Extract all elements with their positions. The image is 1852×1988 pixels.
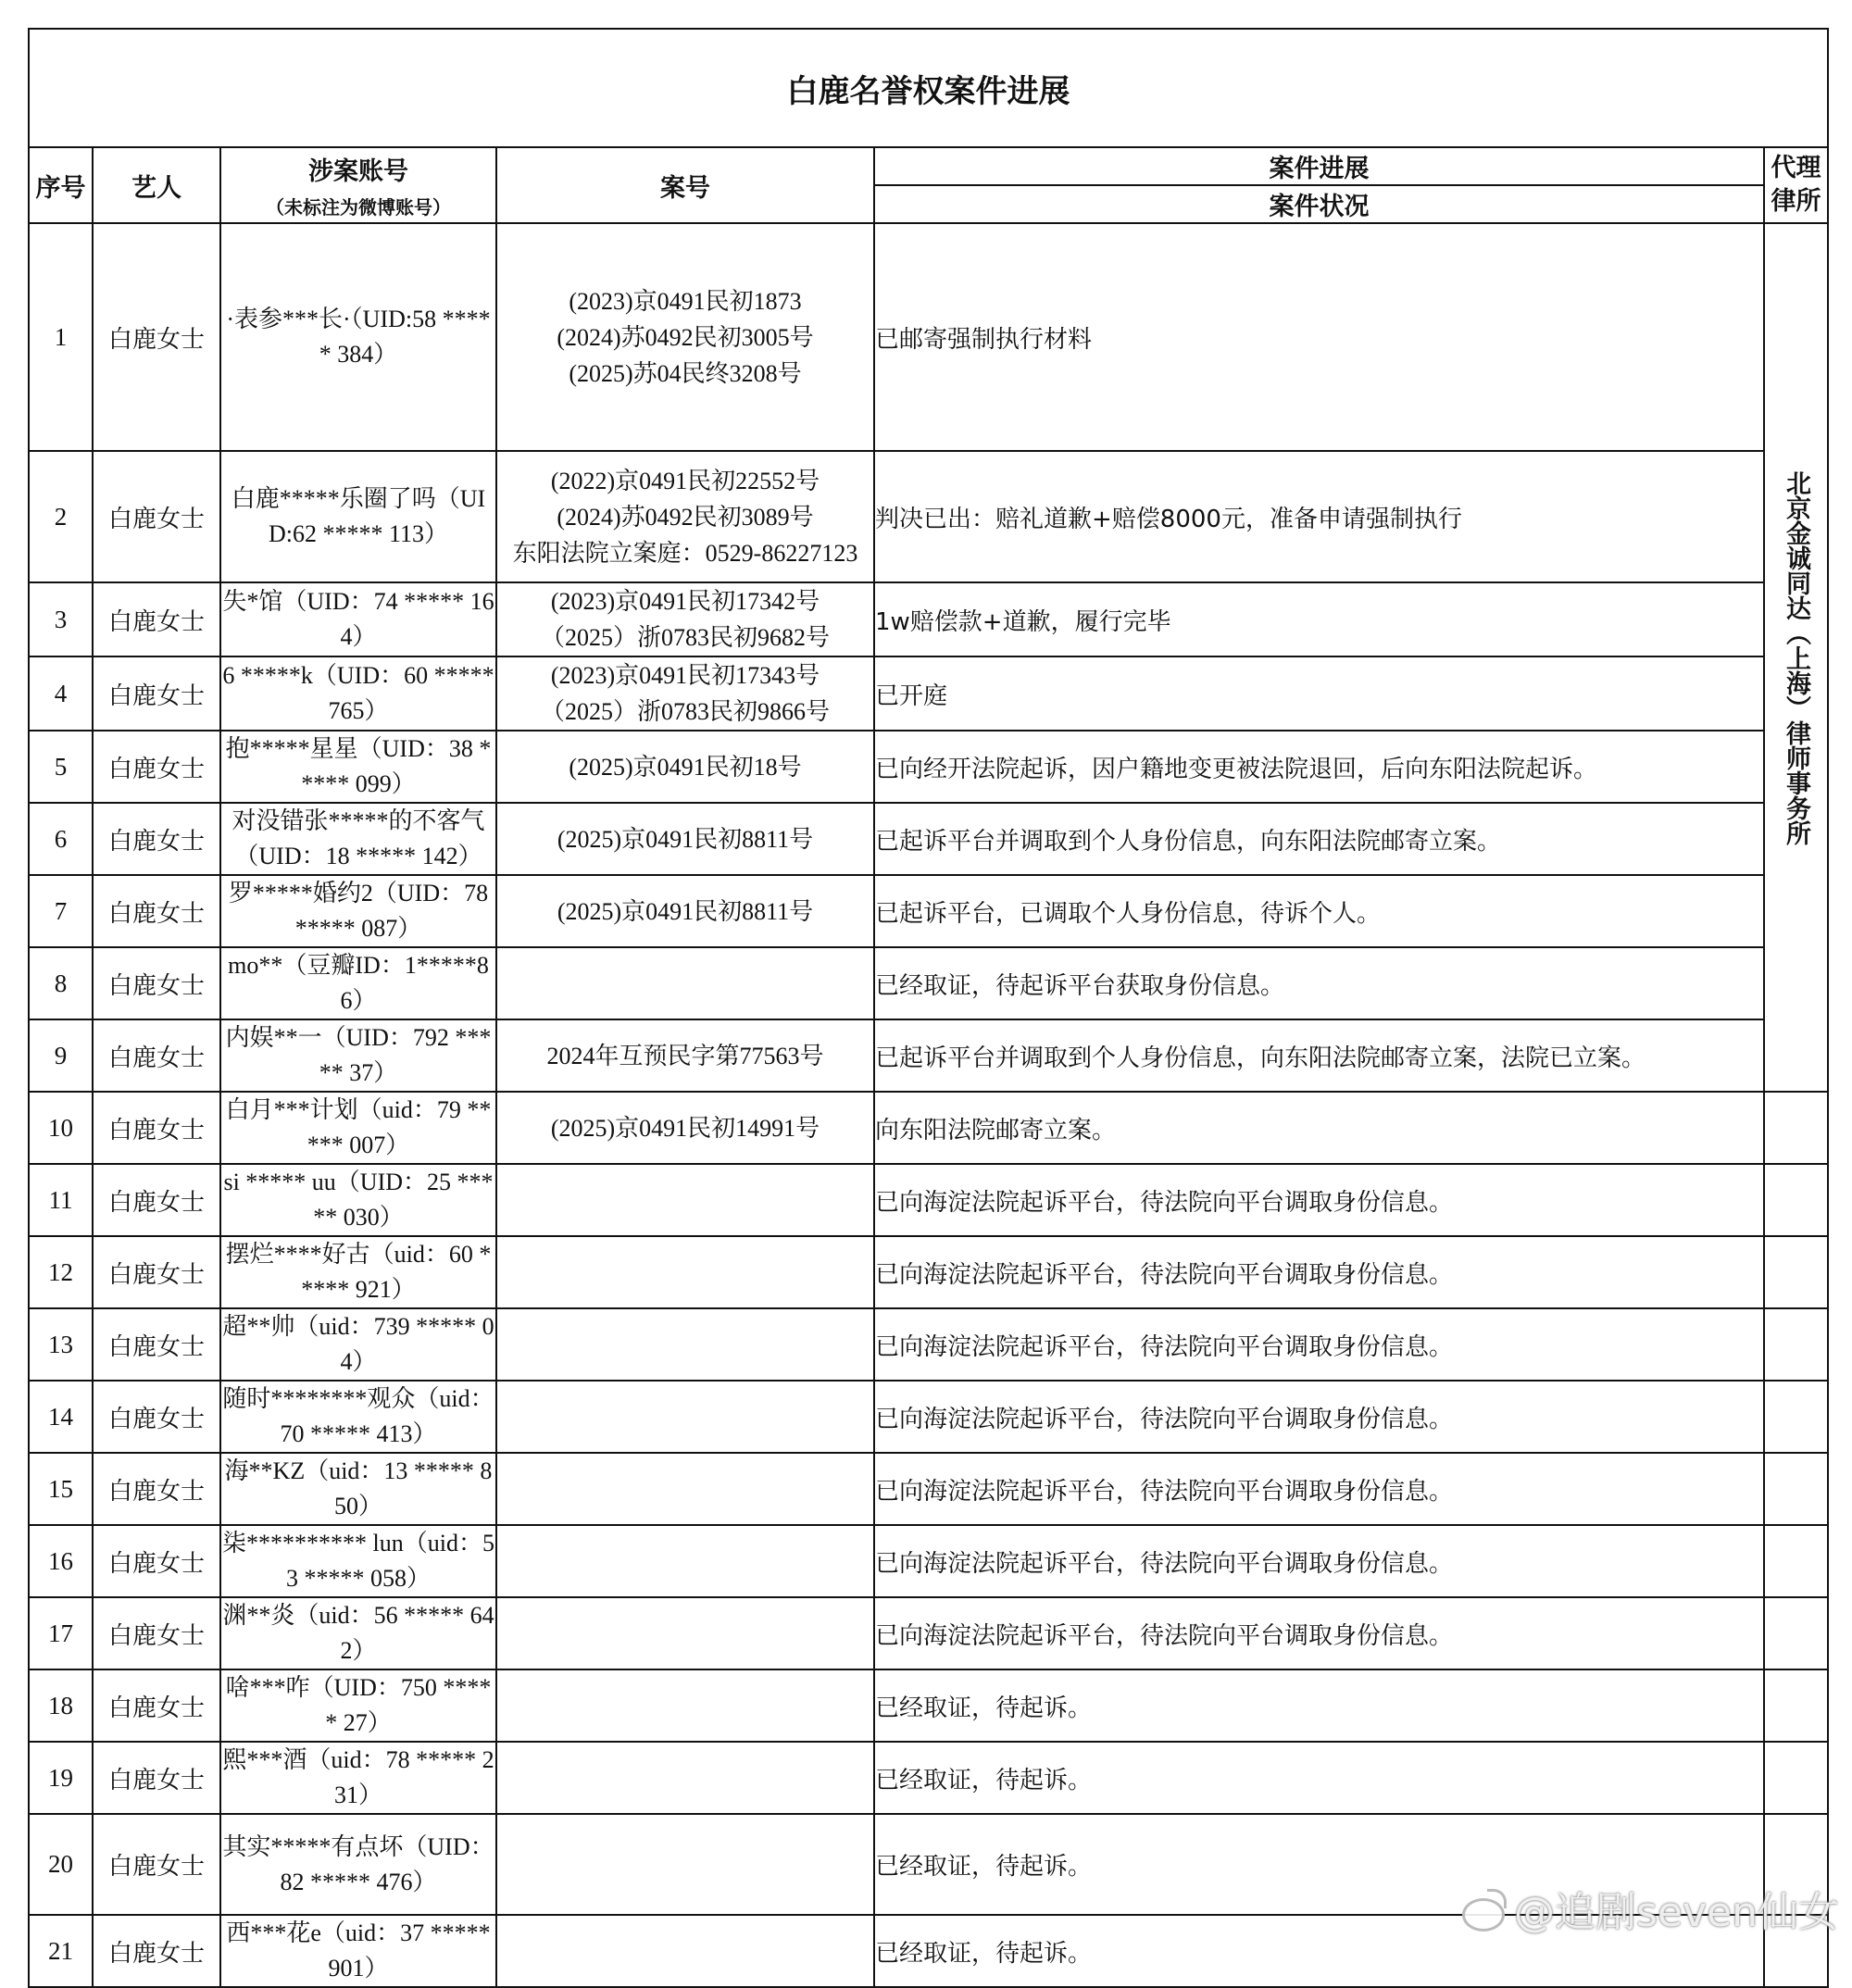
row-seq: 7: [29, 875, 93, 947]
table-row: [29, 803, 1828, 875]
row-case-numbers: [496, 1742, 874, 1814]
row-seq: 9: [29, 1019, 93, 1092]
case-number: (2024)苏0492民初3089号: [557, 503, 814, 531]
lawyer-firm: 北京金诚同达（上海）律师事务所: [1782, 469, 1811, 845]
row-status: 已经取证，待起诉平台获取身份信息。: [874, 947, 1764, 1019]
row-artist: 白鹿女士: [93, 1308, 220, 1381]
row-case-numbers: [496, 1236, 874, 1308]
row-seq: 12: [29, 1236, 93, 1308]
table-row: [29, 1453, 1828, 1525]
lawyer-empty-cell: [1764, 1381, 1828, 1453]
row-account: 对没错张*****的不客气（UID：18 ***** 142）: [220, 803, 496, 875]
case-number: 东阳法院立案庭：0529-86227123: [512, 539, 858, 567]
row-seq: 10: [29, 1092, 93, 1164]
row-seq: 18: [29, 1669, 93, 1742]
row-case-numbers: [496, 1308, 874, 1381]
row-artist: 白鹿女士: [93, 1597, 220, 1669]
row-account: 渊**炎（uid：56 ***** 642）: [220, 1597, 496, 1669]
row-seq: 11: [29, 1164, 93, 1236]
lawyer-empty-cell: [1764, 1164, 1828, 1236]
row-status: 已经取证，待起诉。: [874, 1669, 1764, 1742]
row-seq: 16: [29, 1525, 93, 1597]
row-case-numbers: [496, 1092, 874, 1164]
lawyer-empty-cell: [1764, 1236, 1828, 1308]
row-status: 已经取证，待起诉。: [874, 1915, 1764, 1987]
case-number: （2025）浙0783民初9866号: [540, 698, 830, 725]
table-row: [29, 656, 1828, 731]
row-account: 摆烂****好古（uid：60 ***** 921）: [220, 1236, 496, 1308]
table-row: [29, 223, 1828, 451]
table-title: 白鹿名誉权案件进展: [29, 29, 1828, 147]
case-number: (2025)京0491民初8811号: [557, 897, 814, 925]
row-artist: 白鹿女士: [93, 803, 220, 875]
row-artist: 白鹿女士: [93, 451, 220, 582]
table-row: [29, 1092, 1828, 1164]
row-status: 已起诉平台并调取到个人身份信息，向东阳法院邮寄立案，法院已立案。: [874, 1019, 1764, 1092]
lawyer-empty-cell: [1764, 1453, 1828, 1525]
case-number: (2022)京0491民初22552号: [550, 467, 820, 494]
table-row: [29, 1019, 1828, 1092]
row-seq: 21: [29, 1915, 93, 1987]
row-account: 超**帅（uid：739 ***** 04）: [220, 1308, 496, 1381]
case-number: (2025)苏04民终3208号: [569, 359, 802, 387]
row-seq: 3: [29, 582, 93, 656]
header-artist: 艺人: [93, 147, 220, 223]
case-number: (2023)京0491民初1873: [569, 287, 802, 315]
header-seq: 序号: [29, 147, 93, 223]
table-row: [29, 1597, 1828, 1669]
case-number: (2025)京0491民初18号: [569, 753, 802, 781]
row-artist: 白鹿女士: [93, 1019, 220, 1092]
case-progress-table: [28, 28, 1829, 1988]
header-case-no: 案号: [496, 147, 874, 223]
row-seq: 20: [29, 1814, 93, 1915]
lawyer-firm-cell: [1764, 223, 1828, 1092]
row-account: si ***** uu（UID：25 ***** 030）: [220, 1164, 496, 1236]
table-row: [29, 1308, 1828, 1381]
row-status: 已向海淀法院起诉平台，待法院向平台调取身份信息。: [874, 1525, 1764, 1597]
row-status: 已向海淀法院起诉平台，待法院向平台调取身份信息。: [874, 1597, 1764, 1669]
row-case-numbers: [496, 1381, 874, 1453]
row-status: 已向海淀法院起诉平台，待法院向平台调取身份信息。: [874, 1308, 1764, 1381]
row-case-numbers: [496, 1525, 874, 1597]
row-status: 1w赔偿款+道歉，履行完毕: [874, 582, 1764, 656]
row-status: 已邮寄强制执行材料: [874, 223, 1764, 451]
row-account: 其实*****有点坏（UID：82 ***** 476）: [220, 1814, 496, 1915]
case-number: (2023)京0491民初17342号: [550, 588, 820, 615]
row-status: 已经取证，待起诉。: [874, 1814, 1764, 1915]
row-seq: 15: [29, 1453, 93, 1525]
table-row: [29, 1742, 1828, 1814]
table-row: [29, 1525, 1828, 1597]
row-case-numbers: [496, 875, 874, 947]
table-row: [29, 947, 1828, 1019]
table-row: [29, 731, 1828, 803]
row-artist: 白鹿女士: [93, 1092, 220, 1164]
watermark-text: @追剧seven仙女: [1514, 1889, 1839, 1936]
row-status: 已向经开法院起诉，因户籍地变更被法院退回，后向东阳法院起诉。: [874, 731, 1764, 803]
lawyer-empty-cell: [1764, 1742, 1828, 1814]
table-row: [29, 451, 1828, 582]
case-number: (2023)京0491民初17343号: [550, 662, 820, 689]
row-status: 已向海淀法院起诉平台，待法院向平台调取身份信息。: [874, 1453, 1764, 1525]
row-artist: 白鹿女士: [93, 1669, 220, 1742]
watermark: [1460, 1879, 1839, 1938]
row-account: 白月***计划（uid：79 ***** 007）: [220, 1092, 496, 1164]
row-seq: 13: [29, 1308, 93, 1381]
row-seq: 6: [29, 803, 93, 875]
row-artist: 白鹿女士: [93, 223, 220, 451]
row-case-numbers: [496, 1164, 874, 1236]
row-artist: 白鹿女士: [93, 1164, 220, 1236]
lawyer-empty-cell: [1764, 1308, 1828, 1381]
row-account: 柒********** lun（uid：53 ***** 058）: [220, 1525, 496, 1597]
row-seq: 2: [29, 451, 93, 582]
table-row: [29, 1164, 1828, 1236]
header-status: 案件状况: [874, 185, 1764, 223]
row-artist: 白鹿女士: [93, 1742, 220, 1814]
row-status: 已起诉平台，已调取个人身份信息，待诉个人。: [874, 875, 1764, 947]
header-account-note: （未标注为微博账号）: [266, 196, 451, 219]
header-lawyer: 代理律所: [1764, 147, 1828, 223]
row-seq: 17: [29, 1597, 93, 1669]
row-artist: 白鹿女士: [93, 947, 220, 1019]
row-case-numbers: [496, 451, 874, 582]
row-artist: 白鹿女士: [93, 1525, 220, 1597]
row-account: 内娱**一（UID：792 ***** 37）: [220, 1019, 496, 1092]
row-case-numbers: [496, 731, 874, 803]
row-artist: 白鹿女士: [93, 731, 220, 803]
row-account: 西***花e（uid：37 ***** 901）: [220, 1915, 496, 1987]
row-status: 已向海淀法院起诉平台，待法院向平台调取身份信息。: [874, 1381, 1764, 1453]
table-row: [29, 1236, 1828, 1308]
case-number: (2025)京0491民初14991号: [550, 1114, 820, 1142]
row-case-numbers: [496, 223, 874, 451]
row-seq: 5: [29, 731, 93, 803]
header-progress: 案件进展: [874, 147, 1764, 185]
case-number: （2025）浙0783民初9682号: [540, 624, 830, 651]
lawyer-empty-cell: [1764, 1525, 1828, 1597]
row-seq: 8: [29, 947, 93, 1019]
row-case-numbers: [496, 1669, 874, 1742]
row-case-numbers: [496, 947, 874, 1019]
table-row: [29, 875, 1828, 947]
row-artist: 白鹿女士: [93, 1453, 220, 1525]
row-seq: 19: [29, 1742, 93, 1814]
lawyer-empty-cell: [1764, 1092, 1828, 1164]
row-account: 啥***咋（UID：750 ***** 27）: [220, 1669, 496, 1742]
row-account: 失*馆（UID：74 ***** 164）: [220, 582, 496, 656]
row-artist: 白鹿女士: [93, 1236, 220, 1308]
row-account: 抱*****星星（UID：38 ***** 099）: [220, 731, 496, 803]
row-artist: 白鹿女士: [93, 582, 220, 656]
case-number: (2024)苏0492民初3005号: [557, 323, 814, 351]
table-row: [29, 1669, 1828, 1742]
case-number: 2024年互预民字第77563号: [546, 1042, 824, 1069]
row-account: ·表参***长·（UID:58 ***** 384）: [220, 223, 496, 451]
row-status: 已向海淀法院起诉平台，待法院向平台调取身份信息。: [874, 1164, 1764, 1236]
row-case-numbers: [496, 582, 874, 656]
row-status: 向东阳法院邮寄立案。: [874, 1092, 1764, 1164]
row-account: 随时********观众（uid：70 ***** 413）: [220, 1381, 496, 1453]
row-account: 6 *****k（UID：60 ***** 765）: [220, 656, 496, 731]
row-status: 判决已出：赔礼道歉+赔偿8000元，准备申请强制执行: [874, 451, 1764, 582]
row-case-numbers: [496, 1814, 874, 1915]
lawyer-empty-cell: [1764, 1669, 1828, 1742]
row-status: 已起诉平台并调取到个人身份信息，向东阳法院邮寄立案。: [874, 803, 1764, 875]
row-account: 罗*****婚约2（UID：78 ***** 087）: [220, 875, 496, 947]
table-row: [29, 1381, 1828, 1453]
row-artist: 白鹿女士: [93, 1915, 220, 1987]
row-case-numbers: [496, 1915, 874, 1987]
row-case-numbers: [496, 656, 874, 731]
row-artist: 白鹿女士: [93, 875, 220, 947]
header-account: [220, 147, 496, 223]
row-case-numbers: [496, 1453, 874, 1525]
weibo-logo-icon: [1460, 1889, 1507, 1928]
header-account-label: 涉案账号: [308, 157, 408, 186]
table-row: [29, 582, 1828, 656]
row-account: 海**KZ（uid：13 ***** 850）: [220, 1453, 496, 1525]
row-status: 已向海淀法院起诉平台，待法院向平台调取身份信息。: [874, 1236, 1764, 1308]
row-account: mo**（豆瓣ID：1*****86）: [220, 947, 496, 1019]
row-status: 已经取证，待起诉。: [874, 1742, 1764, 1814]
row-status: 已开庭: [874, 656, 1764, 731]
row-seq: 4: [29, 656, 93, 731]
row-case-numbers: [496, 803, 874, 875]
row-seq: 1: [29, 223, 93, 451]
row-case-numbers: [496, 1019, 874, 1092]
row-case-numbers: [496, 1597, 874, 1669]
row-artist: 白鹿女士: [93, 656, 220, 731]
row-seq: 14: [29, 1381, 93, 1453]
case-number: (2025)京0491民初8811号: [557, 825, 814, 853]
row-account: 熙***酒（uid：78 ***** 231）: [220, 1742, 496, 1814]
row-artist: 白鹿女士: [93, 1814, 220, 1915]
lawyer-empty-cell: [1764, 1597, 1828, 1669]
row-artist: 白鹿女士: [93, 1381, 220, 1453]
row-account: 白鹿*****乐圈了吗（UID:62 ***** 113）: [220, 451, 496, 582]
